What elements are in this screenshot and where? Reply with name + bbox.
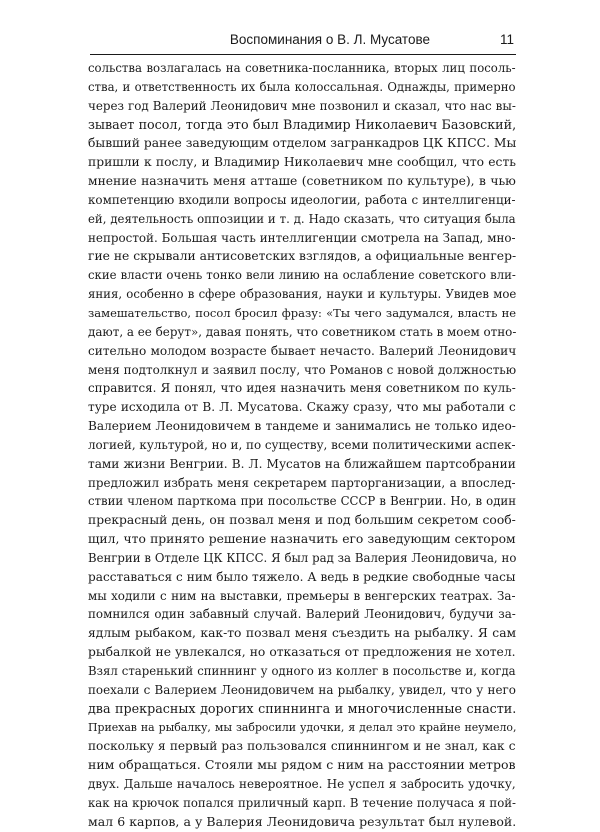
text-line: ним обращаться. Стояли мы рядом с ним на расстоянии метров: [88, 757, 516, 773]
text-line: сольства возлагалась на советника-посланника, вторых лиц посоль-: [88, 61, 516, 75]
text-line: замешательство, посол бросил фразу: «Ты чего задумался, власть не: [88, 305, 517, 320]
text-line: гие не скрывали антисоветских взглядов, а официальные венгер-: [88, 249, 517, 264]
text-line: туре исходила от В. Л. Мусатова. Скажу сразу, что мы работали с: [88, 400, 516, 415]
text-line: яния, особенно в сфере образования, науки и культуры. Увидев мое: [88, 287, 517, 302]
text-line: Венгрии в Отделе ЦК КПСС. Я был рад за Валерия Леонидовича, но: [88, 550, 517, 565]
text-line: меня подтолкнул и заявил послу, что Романов с новой должностью: [88, 362, 517, 377]
text-line: поехали с Валерием Леонидовичем на рыбалку, увидел, что у него: [88, 682, 516, 697]
text-line: дают, а ее берут», давая понять, что советником стать в моем отно-: [88, 324, 517, 339]
text-line: прекрасный день, он позвал меня и под большим секретом сооб-: [88, 513, 516, 528]
running-title: Воспоминания о В. Л. Мусатове: [229, 32, 430, 47]
text-line: предложил избрать меня секретарем парторганизации, а впослед-: [88, 475, 516, 490]
text-line: помнился один забавный случай. Валерий Леонидович, будучи за-: [88, 607, 516, 622]
text-line: ядлым рыбаком, как-то позвал меня съездить на рыбалку. Я сам: [88, 626, 517, 641]
text-line: щил, что принято решение назначить его заведующим сектором: [88, 532, 516, 547]
text-line: ские власти очень тонко вели линию на ослабление советского вли-: [88, 268, 516, 283]
text-line: Приехав на рыбалку, мы забросили удочки, я делал это крайне неумело,: [88, 720, 517, 734]
text-line: ей, деятельность оппозиции и т. д. Надо сказать, что ситуация была: [88, 211, 516, 226]
text-line: мал 6 карпов, а у Валерия Леонидовича результат был нулевой.: [88, 813, 517, 829]
text-line: сительно молодом возрасте бывает нечасто. Валерий Леонидович: [88, 343, 517, 358]
text-line: тами жизни Венгрии. В. Л. Мусатов на ближайшем партсобрании: [88, 456, 516, 471]
text-line: расставаться с ним было тяжело. А ведь в редкие свободные часы: [88, 569, 516, 584]
text-line: ства, и ответственность их была колоссальная. Однажды, примерно: [88, 79, 516, 94]
text-line: мнение назначить меня атташе (советником по культуре), в чью: [88, 174, 516, 189]
text-line: пришли к послу, и Владимир Николаевич мне сообщил, что есть: [88, 155, 516, 170]
text-line: рыбалкой не увлекался, но отказаться от предложения не хотел.: [88, 645, 516, 660]
text-line: логией, культурой, но и, по существу, всеми политическими аспек-: [88, 437, 516, 452]
page-number: 11: [499, 32, 514, 47]
text-line: компетенцию входили вопросы идеологии, работа с интеллигенци-: [88, 192, 516, 207]
text-line: справится. Я понял, что идея назначить меня советником по куль-: [88, 381, 516, 396]
text-line: два прекрасных дорогих спиннинга и многочисленные снасти.: [88, 700, 517, 716]
text-line: бывший ранее заведующим отделом загранкадров ЦК КПСС. Мы: [88, 136, 517, 151]
running-header: [90, 32, 516, 52]
text-line: зывает посол, тогда это был Владимир Николаевич Базовский,: [88, 116, 517, 132]
text-line: двух. Дальше началось невероятное. Не успел я забросить удочку,: [88, 777, 516, 792]
text-line: непростой. Большая часть интеллигенции смотрела на Запад, мно-: [88, 230, 516, 245]
text-line: Взял старенький спиннинг у одного из коллег в посольстве и, когда: [88, 664, 516, 678]
text-line: Валерием Леонидовичем в тандеме и занимались не только идео-: [88, 419, 516, 434]
body-text: [88, 59, 516, 832]
text-line: как на крючок попался приличный карп. В течение получаса я пой-: [88, 795, 516, 810]
text-line: поскольку я первый раз пользовался спиннингом и не знал, как с: [88, 739, 516, 754]
text-line: через год Валерий Леонидович мне позвонил и сказал, что нас вы-: [88, 98, 516, 113]
header-rule: [90, 54, 516, 55]
text-line: ствии членом парткома при посольстве СССР в Венгрии. Но, в один: [88, 494, 516, 509]
text-line: мы ходили с ним на выставки, премьеры в венгерских театрах. За-: [88, 588, 516, 603]
